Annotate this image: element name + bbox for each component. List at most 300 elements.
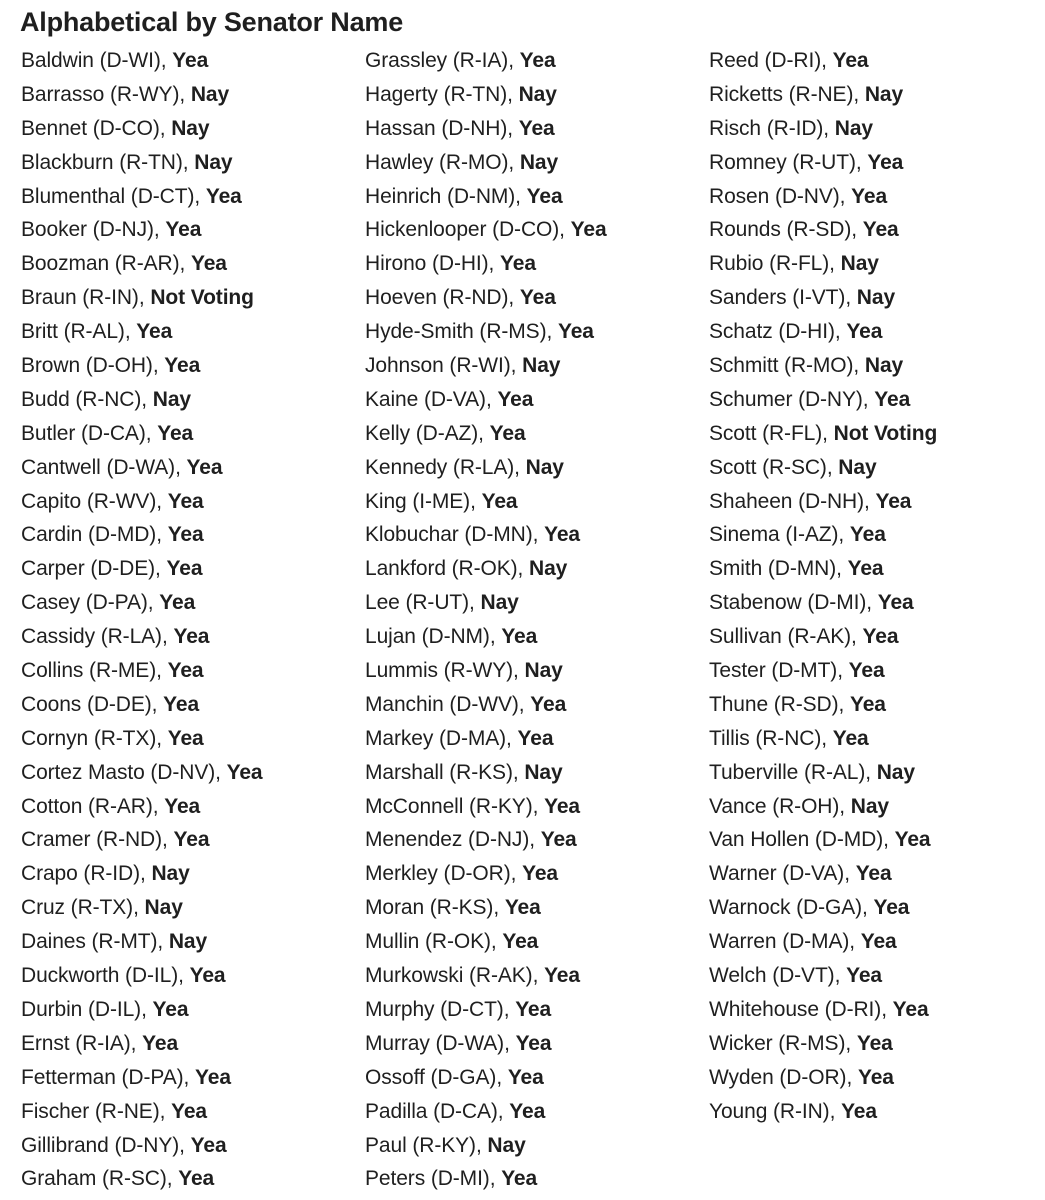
senator-vote-row: Collins (R-ME), Yea [21, 659, 204, 683]
vote-value: Nay [838, 455, 877, 479]
senator-vote-row: Cardin (D-MD), Yea [21, 523, 204, 547]
senator-name: Ossoff (D-GA) [365, 1065, 497, 1089]
senator-vote-row: Hagerty (R-TN), Nay [365, 82, 557, 106]
senator-name: Stabenow (D-MI) [709, 591, 867, 615]
vote-value: Nay [856, 286, 896, 310]
senator-vote-row: Fetterman (D-PA), Yea [21, 1065, 231, 1089]
senator-name: Cortez Masto (D-NV) [21, 760, 216, 784]
senator-vote-row: Kaine (D-VA), Yea [365, 387, 534, 411]
vote-value: Yea [481, 489, 518, 513]
senator-vote-row: Whitehouse (D-RI), Yea [709, 997, 929, 1021]
vote-value: Yea [557, 320, 594, 344]
senator-name: Sinema (I-AZ) [709, 523, 839, 547]
vote-value: Yea [186, 455, 223, 479]
vote-value: Yea [877, 591, 914, 615]
senator-name: Baldwin (D-WI) [21, 49, 161, 72]
senator-column-2 [365, 44, 607, 1196]
vote-value: Yea [167, 489, 204, 513]
vote-value: Yea [497, 387, 534, 411]
vote-value: Nay [152, 387, 191, 411]
senator-name: Brown (D-OH) [21, 354, 153, 378]
senator-name: King (I-ME) [365, 489, 471, 513]
senator-name: Murphy (D-CT) [365, 997, 504, 1021]
senator-vote-row: Manchin (D-WV), Yea [365, 692, 567, 716]
senator-name: Ernst (R-IA) [21, 1031, 131, 1055]
senator-vote-row: Barrasso (R-WY), Nay [21, 82, 230, 106]
vote-value: Yea [832, 726, 869, 750]
vote-value: Yea [171, 1099, 208, 1123]
senator-vote-row: Crapo (R-ID), Nay [21, 862, 190, 886]
vote-value: Nay [151, 862, 190, 886]
vote-value: Nay [519, 150, 559, 174]
senator-vote-row: Budd (R-NC), Nay [21, 387, 191, 411]
vote-value: Yea [205, 184, 242, 208]
senator-vote-row: Warren (D-MA), Yea [709, 930, 897, 954]
senator-name: Hyde-Smith (R-MS) [365, 320, 547, 344]
senator-name: Hirono (D-HI) [365, 252, 489, 276]
senator-name: Britt (R-AL) [21, 320, 125, 344]
senator-name: Smith (D-MN) [709, 557, 837, 581]
senator-vote-row: McConnell (R-KY), Yea [365, 794, 581, 818]
vote-value: Yea [517, 726, 554, 750]
vote-value: Nay [529, 557, 568, 581]
senator-vote-row: Hoeven (R-ND), Yea [365, 286, 556, 310]
senator-vote-row: Padilla (D-CA), Yea [365, 1099, 546, 1123]
senator-name: Johnson (R-WI) [365, 354, 511, 378]
senator-vote-row: Kennedy (R-LA), Nay [365, 455, 564, 479]
senator-vote-row: Ossoff (D-GA), Yea [365, 1065, 544, 1089]
vote-value: Yea [860, 930, 897, 954]
senator-name: Cotton (R-AR) [21, 794, 153, 818]
vote-value: Yea [851, 184, 888, 208]
senator-vote-row: Vance (R-OH), Nay [709, 794, 889, 818]
senator-name: Capito (R-WV) [21, 489, 157, 513]
vote-value: Nay [864, 82, 904, 106]
vote-value: Nay [834, 116, 874, 140]
senator-name: Moran (R-KS) [365, 896, 494, 920]
senator-name: Lankford (R-OK) [365, 557, 518, 581]
senator-vote-row: Brown (D-OH), Yea [21, 354, 201, 378]
senator-vote-row: Britt (R-AL), Yea [21, 320, 173, 344]
vote-value: Yea [167, 659, 204, 683]
vote-value: Nay [850, 794, 889, 818]
vote-value: Nay [840, 252, 879, 276]
vote-value: Yea [519, 286, 556, 310]
senator-vote-row: Johnson (R-WI), Nay [365, 354, 561, 378]
senator-vote-row: Wyden (D-OR), Yea [709, 1065, 894, 1089]
vote-value: Yea [530, 692, 567, 716]
vote-value: Nay [524, 659, 563, 683]
vote-value: Nay [518, 82, 557, 106]
vote-value: Yea [195, 1065, 231, 1089]
senator-name: Tester (D-MT) [709, 659, 838, 683]
vote-value: Yea [190, 252, 227, 276]
vote-value: Yea [164, 354, 201, 378]
senator-name: Risch (R-ID) [709, 116, 824, 140]
senator-vote-row: Smith (D-MN), Yea [709, 557, 884, 581]
vote-value: Nay [168, 930, 208, 954]
senator-vote-row: Risch (R-ID), Nay [709, 116, 874, 140]
vote-value: Yea [518, 116, 555, 140]
senator-name: Van Hollen (D-MD) [709, 828, 884, 852]
senator-name: Sanders (I-VT) [709, 286, 846, 310]
senator-vote-row: Lee (R-UT), Nay [365, 591, 519, 615]
senator-name: Murray (D-WA) [365, 1031, 505, 1055]
senator-vote-row: Braun (R-IN), Not Voting [21, 286, 254, 310]
senator-vote-row: Hirono (D-HI), Yea [365, 252, 536, 276]
senator-name: Murkowski (R-AK) [365, 964, 533, 988]
senator-vote-row: Coons (D-DE), Yea [21, 692, 200, 716]
senator-name: Rounds (R-SD) [709, 218, 852, 242]
senator-name: Hagerty (R-TN) [365, 82, 508, 106]
senator-vote-row: Capito (R-WV), Yea [21, 489, 204, 513]
vote-value: Yea [867, 150, 904, 174]
senator-name: Rubio (R-FL) [709, 252, 830, 276]
senator-name: Romney (R-UT) [709, 150, 856, 174]
senator-vote-row: Warnock (D-GA), Yea [709, 896, 910, 920]
senator-vote-row: Baldwin (D-WI), Yea [21, 49, 209, 72]
vote-value: Yea [832, 49, 869, 72]
senator-vote-row: Lujan (D-NM), Yea [365, 625, 538, 649]
senator-name: Paul (R-KY) [365, 1133, 476, 1157]
vote-value: Yea [507, 1065, 544, 1089]
senator-vote-row: Cruz (R-TX), Nay [21, 896, 183, 920]
senator-name: Bennet (D-CO) [21, 116, 160, 140]
senator-vote-row: Mullin (R-OK), Yea [365, 930, 539, 954]
senator-name: Sullivan (R-AK) [709, 625, 852, 649]
senator-vote-row: Carper (D-DE), Yea [21, 557, 203, 581]
senator-name: Wyden (D-OR) [709, 1065, 847, 1089]
senator-name: Cardin (D-MD) [21, 523, 157, 547]
vote-value: Nay [190, 82, 230, 106]
senator-vote-row: Cassidy (R-LA), Yea [21, 625, 210, 649]
senator-vote-row: Peters (D-MI), Yea [365, 1167, 538, 1191]
vote-value: Yea [136, 320, 173, 344]
senator-vote-row: Thune (R-SD), Yea [709, 692, 886, 716]
senator-vote-row: Young (R-IN), Yea [709, 1099, 877, 1123]
senator-name: Vance (R-OH) [709, 794, 840, 818]
senator-vote-row: Markey (D-MA), Yea [365, 726, 554, 750]
senator-vote-row: Welch (D-VT), Yea [709, 964, 882, 988]
vote-value: Yea [189, 964, 226, 988]
senator-name: Schatz (D-HI) [709, 320, 835, 344]
vote-value: Yea [544, 964, 580, 988]
senator-vote-row: Hawley (R-MO), Nay [365, 150, 559, 174]
senator-vote-row: King (I-ME), Yea [365, 489, 518, 513]
senator-vote-row: Wicker (R-MS), Yea [709, 1031, 893, 1055]
senator-vote-row: Ricketts (R-NE), Nay [709, 82, 904, 106]
senator-name: Blumenthal (D-CT) [21, 184, 195, 208]
senator-name: Menendez (D-NJ) [365, 828, 530, 852]
vote-value: Yea [173, 625, 210, 649]
vote-value: Nay [194, 150, 233, 174]
vote-value: Yea [862, 625, 899, 649]
senator-vote-row: Warner (D-VA), Yea [709, 862, 892, 886]
vote-value: Yea [570, 218, 607, 242]
senator-name: Cornyn (R-TX) [21, 726, 157, 750]
vote-value: Nay [876, 760, 915, 784]
senator-name: Kaine (D-VA) [365, 387, 486, 411]
senator-vote-row: Rosen (D-NV), Yea [709, 184, 888, 208]
vote-value: Yea [152, 997, 189, 1021]
vote-value: Nay [480, 591, 519, 615]
senator-name: Tillis (R-NC) [709, 726, 822, 750]
senator-name: Butler (D-CA) [21, 421, 146, 445]
senator-name: Heinrich (D-NM) [365, 184, 516, 208]
senator-name: Durbin (D-IL) [21, 997, 142, 1021]
senator-name: Crapo (R-ID) [21, 862, 140, 886]
vote-value: Yea [157, 421, 194, 445]
vote-value: Yea [165, 218, 202, 242]
vote-value: Yea [857, 1065, 894, 1089]
vote-value: Yea [172, 49, 209, 72]
senator-vote-row: Hassan (D-NH), Yea [365, 116, 555, 140]
vote-value: Yea [841, 1099, 877, 1123]
senator-name: Kelly (D-AZ) [365, 421, 479, 445]
senator-name: Wicker (R-MS) [709, 1031, 846, 1055]
vote-value: Nay [525, 455, 564, 479]
senator-name: Lujan (D-NM) [365, 625, 490, 649]
vote-value: Yea [190, 1133, 227, 1157]
vote-value: Yea [544, 523, 581, 547]
vote-value: Yea [500, 252, 536, 276]
vote-value: Not Voting [833, 421, 938, 445]
senator-vote-row: Graham (R-SC), Yea [21, 1167, 215, 1191]
vote-value: Yea [166, 557, 203, 581]
senator-name: Padilla (D-CA) [365, 1099, 498, 1123]
senator-name: Collins (R-ME) [21, 659, 157, 683]
vote-value: Yea [226, 760, 263, 784]
senator-name: Warren (D-MA) [709, 930, 850, 954]
senator-name: Welch (D-VT) [709, 964, 835, 988]
senator-name: Warnock (D-GA) [709, 896, 862, 920]
senator-name: Booker (D-NJ) [21, 218, 154, 242]
senator-name: Merkley (D-OR) [365, 862, 511, 886]
senator-name: Barrasso (R-WY) [21, 82, 180, 106]
senator-name: Blackburn (R-TN) [21, 150, 183, 174]
vote-value: Yea [489, 421, 526, 445]
senator-vote-row: Tester (D-MT), Yea [709, 659, 885, 683]
vote-value: Yea [862, 218, 899, 242]
vote-value: Yea [846, 320, 883, 344]
senator-vote-columns [0, 44, 1045, 1200]
senator-vote-row: Ernst (R-IA), Yea [21, 1031, 179, 1055]
senator-vote-row: Durbin (D-IL), Yea [21, 997, 189, 1021]
senator-name: Scott (R-SC) [709, 455, 827, 479]
senator-name: McConnell (R-KY) [365, 794, 533, 818]
vote-value: Yea [167, 523, 204, 547]
senator-vote-row: Cornyn (R-TX), Yea [21, 726, 204, 750]
senator-name: Boozman (R-AR) [21, 252, 180, 276]
vote-value: Yea [894, 828, 931, 852]
vote-value: Yea [504, 896, 541, 920]
senator-name: Mullin (R-OK) [365, 930, 491, 954]
vote-value: Nay [522, 354, 561, 378]
senator-name: Reed (D-RI) [709, 49, 822, 72]
senator-name: Coons (D-DE) [21, 692, 152, 716]
senator-name: Kennedy (R-LA) [365, 455, 515, 479]
senator-vote-row: Murphy (D-CT), Yea [365, 997, 552, 1021]
senator-name: Cantwell (D-WA) [21, 455, 176, 479]
vote-value: Yea [849, 692, 886, 716]
senator-vote-row: Blackburn (R-TN), Nay [21, 150, 233, 174]
vote-value: Yea [515, 997, 552, 1021]
vote-value: Yea [164, 794, 201, 818]
senator-name: Duckworth (D-IL) [21, 964, 179, 988]
vote-value: Yea [159, 591, 196, 615]
senator-name: Fetterman (D-PA) [21, 1065, 184, 1089]
vote-value: Yea [873, 896, 910, 920]
senator-vote-row: Marshall (R-KS), Nay [365, 760, 563, 784]
vote-value: Yea [167, 726, 204, 750]
senator-vote-row: Booker (D-NJ), Yea [21, 218, 202, 242]
vote-value: Yea [502, 930, 539, 954]
vote-value: Yea [173, 828, 210, 852]
vote-value: Yea [847, 557, 884, 581]
senator-name: Young (R-IN) [709, 1099, 830, 1123]
vote-value: Yea [846, 964, 882, 988]
senator-vote-row: Tuberville (R-AL), Nay [709, 760, 915, 784]
senator-vote-row: Cramer (R-ND), Yea [21, 828, 210, 852]
senator-vote-row: Romney (R-UT), Yea [709, 150, 904, 174]
senator-vote-row: Gillibrand (D-NY), Yea [21, 1133, 227, 1157]
vote-value: Yea [892, 997, 929, 1021]
senator-vote-row: Van Hollen (D-MD), Yea [709, 828, 931, 852]
vote-value: Yea [515, 1031, 552, 1055]
vote-value: Not Voting [150, 286, 254, 310]
senator-vote-row: Murkowski (R-AK), Yea [365, 964, 580, 988]
senator-name: Thune (R-SD) [709, 692, 839, 716]
senator-name: Scott (R-FL) [709, 421, 823, 445]
senator-vote-row: Hyde-Smith (R-MS), Yea [365, 320, 594, 344]
vote-value: Yea [874, 387, 911, 411]
senator-vote-row: Duckworth (D-IL), Yea [21, 964, 226, 988]
senator-name: Rosen (D-NV) [709, 184, 840, 208]
vote-value: Yea [848, 659, 885, 683]
senator-vote-row: Hickenlooper (D-CO), Yea [365, 218, 607, 242]
senator-name: Cassidy (R-LA) [21, 625, 162, 649]
vote-value: Yea [509, 1099, 546, 1123]
senator-vote-row: Tillis (R-NC), Yea [709, 726, 869, 750]
senator-name: Lee (R-UT) [365, 591, 470, 615]
senator-vote-row: Scott (R-SC), Nay [709, 455, 877, 479]
vote-value: Nay [144, 896, 183, 920]
senator-vote-row: Lummis (R-WY), Nay [365, 659, 563, 683]
senator-vote-row: Casey (D-PA), Yea [21, 591, 196, 615]
senator-name: Whitehouse (D-RI) [709, 997, 882, 1021]
senator-name: Hickenlooper (D-CO) [365, 218, 560, 242]
vote-value: Nay [524, 760, 563, 784]
senator-vote-row: Lankford (R-OK), Nay [365, 557, 568, 581]
senator-name: Warner (D-VA) [709, 862, 845, 886]
senator-vote-row: Kelly (D-AZ), Yea [365, 421, 526, 445]
senator-vote-row: Shaheen (D-NH), Yea [709, 489, 912, 513]
senator-vote-row: Boozman (R-AR), Yea [21, 252, 227, 276]
senator-name: Graham (R-SC) [21, 1167, 167, 1191]
senator-name: Gillibrand (D-NY) [21, 1133, 180, 1157]
vote-value: Yea [526, 184, 563, 208]
senator-name: Hawley (R-MO) [365, 150, 509, 174]
senator-column-1 [21, 44, 263, 1196]
senator-vote-row: Fischer (R-NE), Yea [21, 1099, 208, 1123]
vote-value: Yea [501, 1167, 538, 1191]
vote-value: Nay [171, 116, 210, 140]
senator-vote-row: Bennet (D-CO), Nay [21, 116, 210, 140]
vote-value: Yea [519, 49, 556, 72]
senator-vote-row: Rubio (R-FL), Nay [709, 252, 879, 276]
senator-vote-row: Stabenow (D-MI), Yea [709, 591, 914, 615]
senator-vote-row: Grassley (R-IA), Yea [365, 49, 556, 72]
senator-name: Lummis (R-WY) [365, 659, 514, 683]
senator-name: Casey (D-PA) [21, 591, 148, 615]
senator-name: Hoeven (R-ND) [365, 286, 509, 310]
vote-value: Yea [856, 1031, 893, 1055]
senator-name: Ricketts (R-NE) [709, 82, 854, 106]
senator-name: Hassan (D-NH) [365, 116, 508, 140]
senator-name: Cruz (R-TX) [21, 896, 134, 920]
senator-name: Grassley (R-IA) [365, 49, 509, 72]
senator-vote-row: Murray (D-WA), Yea [365, 1031, 552, 1055]
senator-name: Fischer (R-NE) [21, 1099, 160, 1123]
senator-vote-row: Paul (R-KY), Nay [365, 1133, 526, 1157]
senator-name: Schmitt (R-MO) [709, 354, 854, 378]
senator-name: Carper (D-DE) [21, 557, 156, 581]
senator-name: Klobuchar (D-MN) [365, 523, 533, 547]
senator-name: Manchin (D-WV) [365, 692, 519, 716]
vote-value: Yea [163, 692, 200, 716]
senator-vote-row: Butler (D-CA), Yea [21, 421, 194, 445]
senator-vote-row: Klobuchar (D-MN), Yea [365, 523, 581, 547]
senator-vote-row: Rounds (R-SD), Yea [709, 218, 899, 242]
vote-value: Yea [855, 862, 892, 886]
vote-value: Yea [522, 862, 558, 886]
senator-vote-row: Sullivan (R-AK), Yea [709, 625, 899, 649]
senator-name: Marshall (R-KS) [365, 760, 513, 784]
senator-vote-row: Schatz (D-HI), Yea [709, 320, 883, 344]
senator-name: Cramer (R-ND) [21, 828, 163, 852]
senator-column-3 [709, 44, 937, 1129]
senator-vote-row: Sanders (I-VT), Nay [709, 286, 896, 310]
senator-vote-row: Schmitt (R-MO), Nay [709, 354, 904, 378]
senator-vote-row: Heinrich (D-NM), Yea [365, 184, 563, 208]
senator-vote-row: Daines (R-MT), Nay [21, 930, 208, 954]
vote-value: Nay [864, 354, 904, 378]
page-title: Alphabetical by Senator Name [20, 7, 404, 37]
vote-value: Yea [501, 625, 538, 649]
senator-vote-row: Cantwell (D-WA), Yea [21, 455, 223, 479]
senator-name: Budd (R-NC) [21, 387, 142, 411]
senator-name: Tuberville (R-AL) [709, 760, 866, 784]
senator-vote-row: Moran (R-KS), Yea [365, 896, 541, 920]
senator-name: Schumer (D-NY) [709, 387, 863, 411]
vote-value: Yea [142, 1031, 179, 1055]
vote-value: Yea [849, 523, 886, 547]
senator-vote-row: Menendez (D-NJ), Yea [365, 828, 577, 852]
senator-vote-row: Sinema (I-AZ), Yea [709, 523, 886, 547]
senator-vote-row: Merkley (D-OR), Yea [365, 862, 558, 886]
senator-vote-row: Schumer (D-NY), Yea [709, 387, 911, 411]
vote-value: Yea [178, 1167, 215, 1191]
vote-value: Nay [487, 1133, 526, 1157]
senator-vote-row: Cortez Masto (D-NV), Yea [21, 760, 263, 784]
senator-name: Braun (R-IN) [21, 286, 139, 310]
senator-name: Daines (R-MT) [21, 930, 158, 954]
senator-name: Markey (D-MA) [365, 726, 507, 750]
vote-value: Yea [540, 828, 577, 852]
vote-value: Yea [875, 489, 912, 513]
senator-vote-row: Blumenthal (D-CT), Yea [21, 184, 242, 208]
senator-name: Peters (D-MI) [365, 1167, 490, 1191]
